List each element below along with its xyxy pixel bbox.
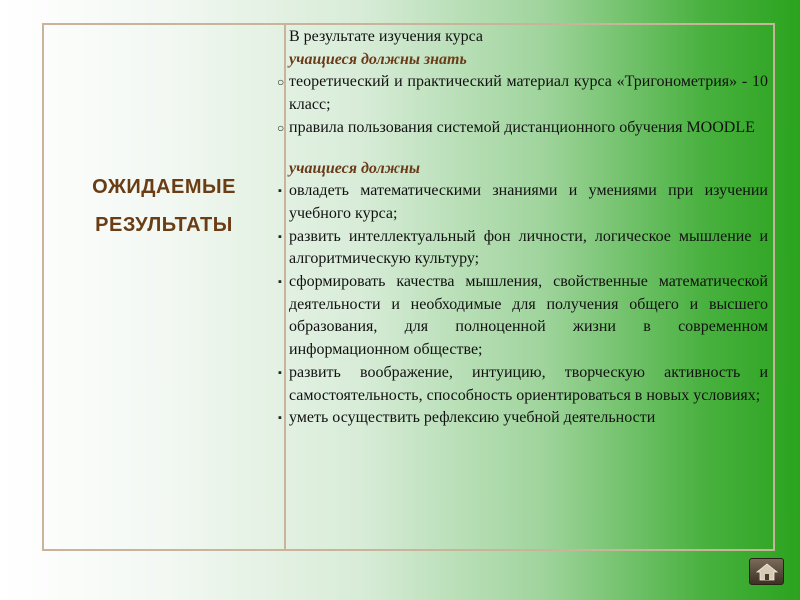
- column-divider: [284, 23, 286, 551]
- home-button[interactable]: [749, 558, 784, 585]
- should-item: ▪ сформировать качества мышления, свойственные математической деятельности и необходимые для получения общего и высшего образования, для полноценной жизни в современном информационном обществе;: [278, 273, 768, 359]
- square-bullet-icon: ▪: [278, 230, 282, 243]
- square-bullet-icon: ▪: [278, 276, 282, 289]
- should-heading: учащиеся должны: [289, 159, 420, 177]
- home-icon: [756, 563, 778, 581]
- should-item: ▪ уметь осуществить рефлексию учебной деятельности: [289, 407, 768, 430]
- heading-line-1: ОЖИДАЕМЫЕ: [92, 176, 236, 198]
- circle-bullet-icon: ○: [277, 120, 285, 135]
- circle-bullet-icon: ○: [277, 75, 285, 90]
- square-bullet-icon: ▪: [278, 366, 282, 379]
- expected-results-heading: [44, 168, 284, 244]
- know-item: ○ правила пользования системой дистанционного обучения MOODLE: [289, 117, 768, 140]
- should-item: ▪ развить воображение, интуицию, творческую активность и самостоятельность, способность ориентироваться в новых условиях;: [278, 363, 768, 404]
- results-description: [277, 26, 768, 430]
- should-item: ▪ овладеть математическими знаниями и умениями при изучении учебного курса;: [278, 182, 768, 222]
- square-bullet-icon: ▪: [278, 412, 282, 425]
- square-bullet-icon: ▪: [278, 185, 282, 198]
- should-item: ▪ развить интеллектуальный фон личности, логическое мышление и алгоритмическую культуру;: [278, 227, 768, 268]
- intro-text: В результате изучения курса: [289, 28, 484, 45]
- know-heading: учащиеся должны знать: [289, 50, 467, 68]
- know-item: ○ теоретический и практический материал курса «Тригонометрия» - 10 класс;: [277, 73, 768, 114]
- heading-line-2: РЕЗУЛЬТАТЫ: [95, 214, 233, 236]
